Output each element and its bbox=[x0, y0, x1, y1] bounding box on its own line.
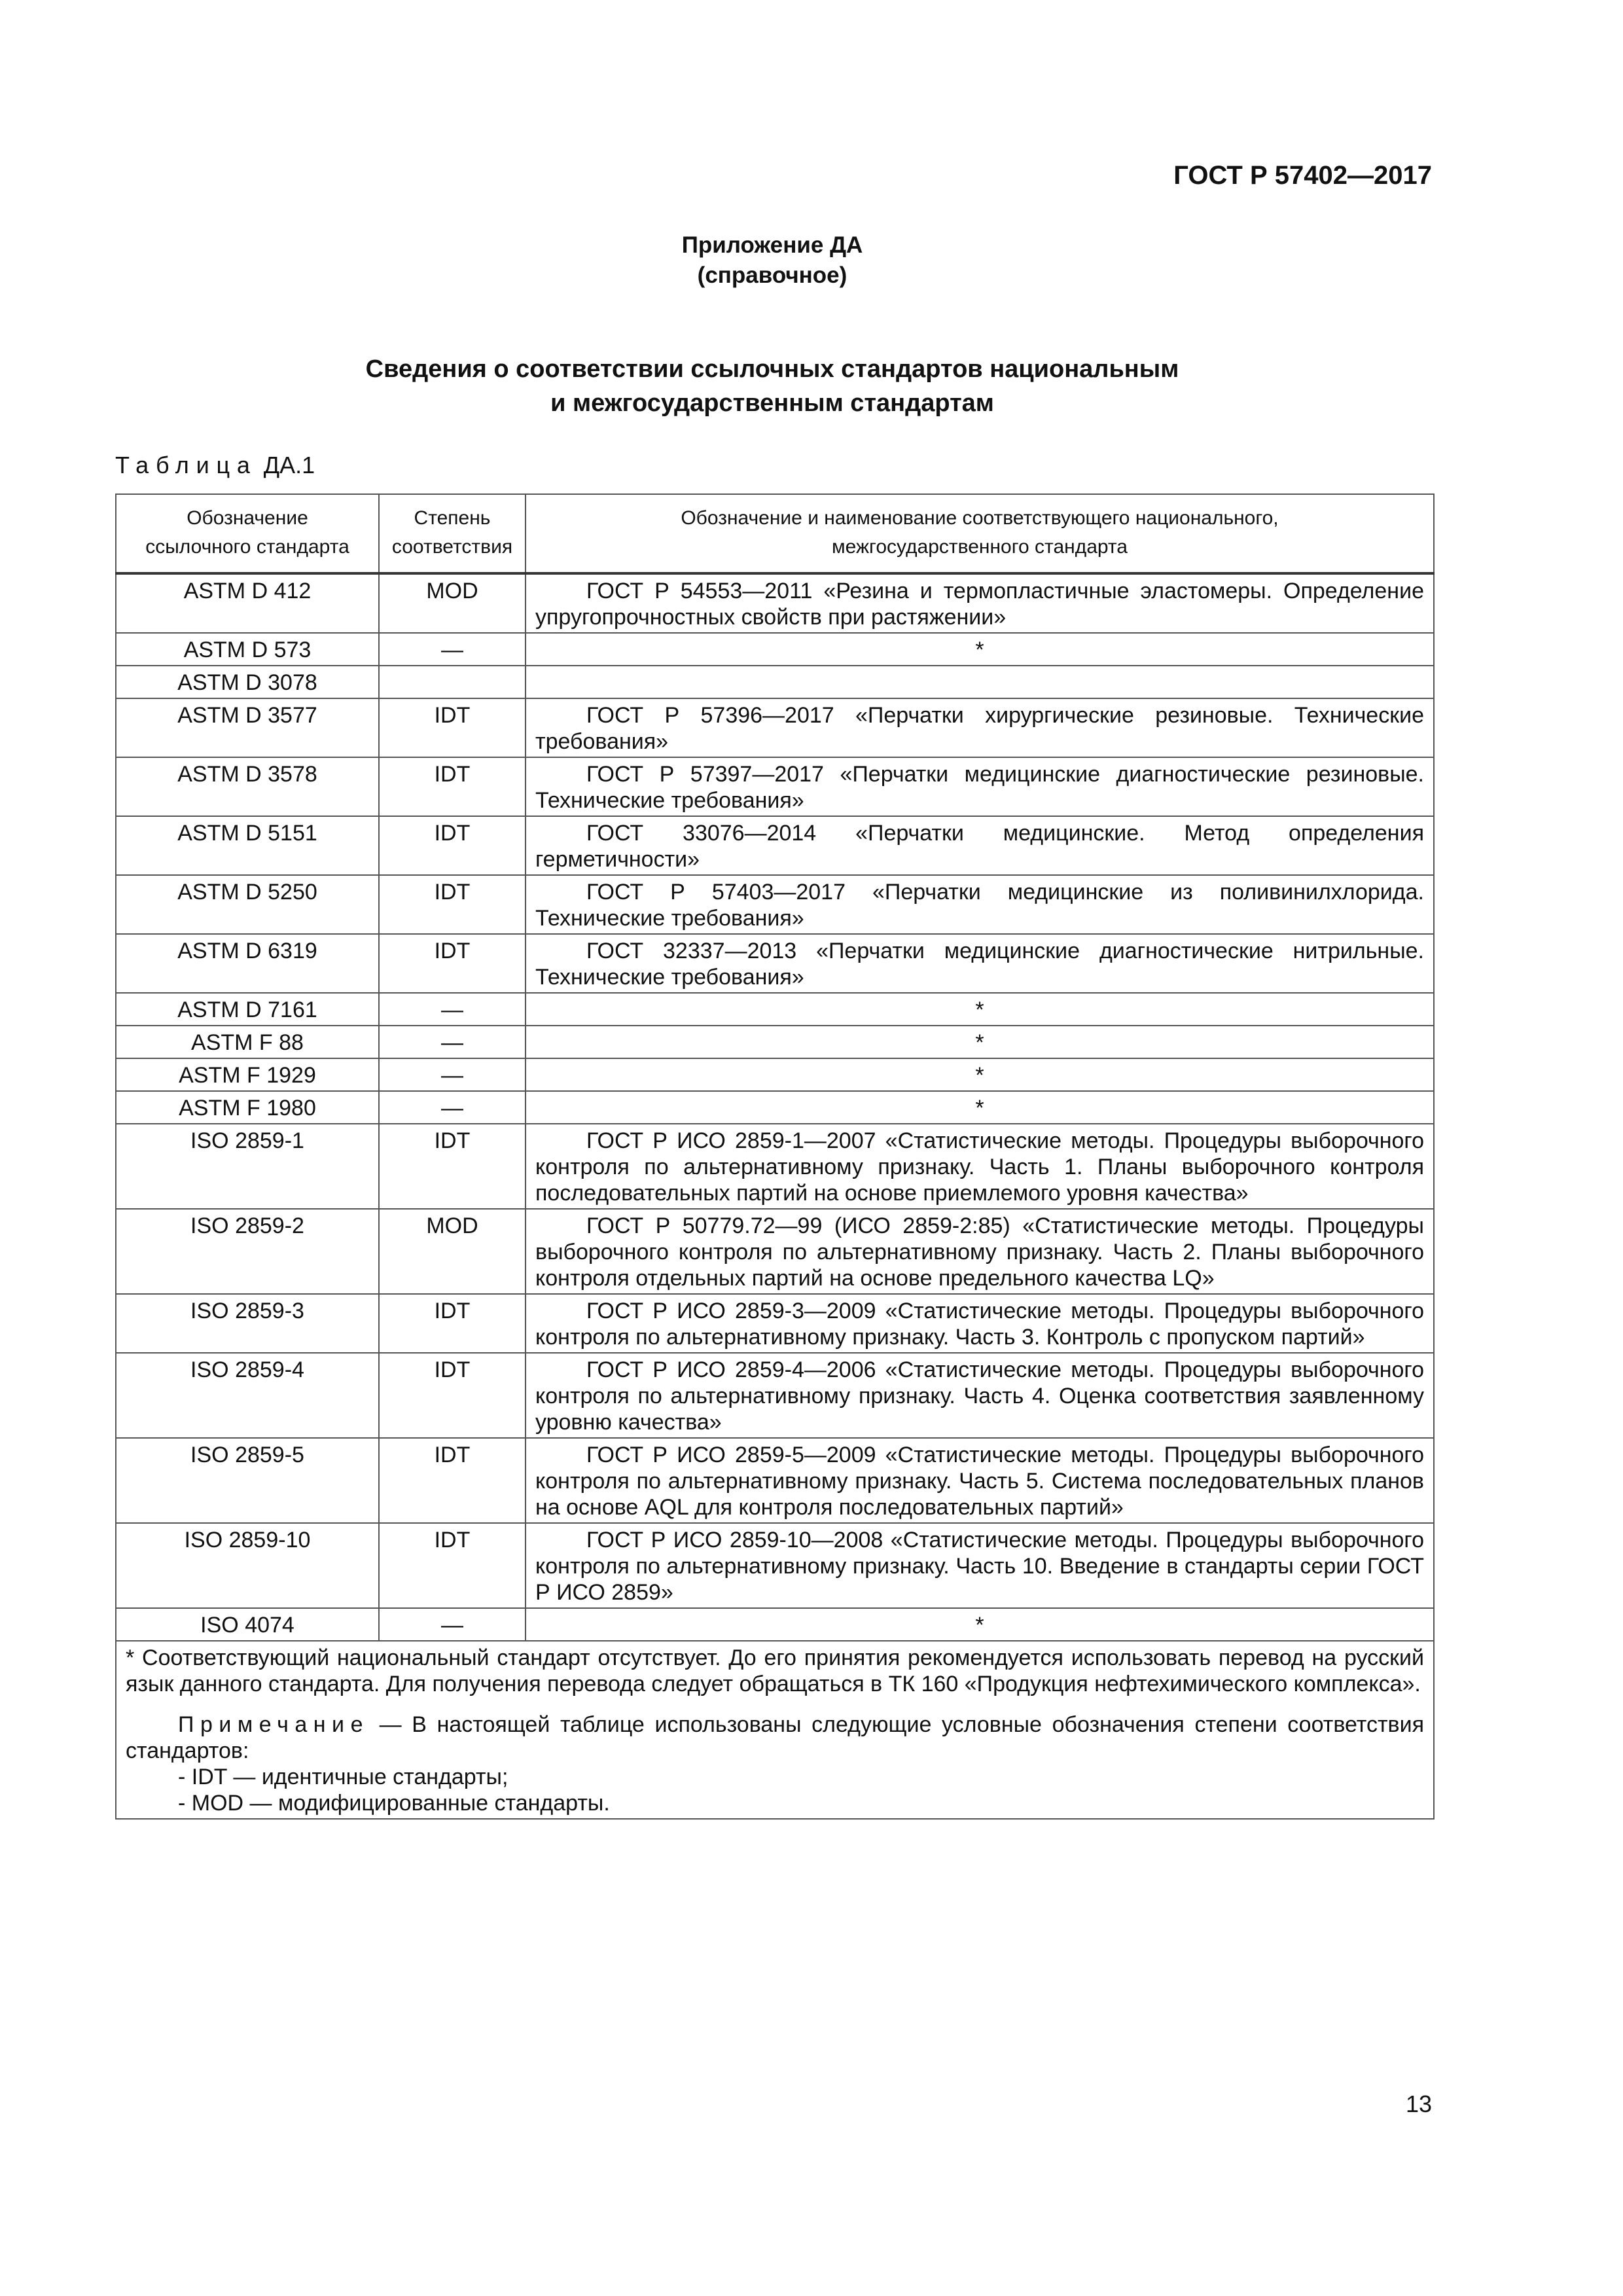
degree-cell: IDT bbox=[379, 698, 526, 757]
degree-cell: MOD bbox=[379, 573, 526, 633]
reference-standard-cell: ISO 4074 bbox=[116, 1608, 379, 1641]
note-text: — В настоящей таблице использованы следующие условные обозначения степени соответствия стандартов: bbox=[126, 1712, 1425, 1763]
reference-standard-cell: ISO 2859-2 bbox=[116, 1209, 379, 1294]
degree-cell: IDT bbox=[379, 1438, 526, 1523]
degree-cell bbox=[379, 666, 526, 698]
reference-standard-cell: ASTM D 5151 bbox=[116, 816, 379, 875]
reference-standard-cell: ASTM F 88 bbox=[116, 1026, 379, 1058]
reference-standard-cell: ISO 2859-10 bbox=[116, 1523, 379, 1608]
table-row bbox=[116, 934, 1434, 993]
reference-standard-cell: ASTM D 3578 bbox=[116, 757, 379, 816]
degree-cell: IDT bbox=[379, 875, 526, 934]
national-standard-cell: * bbox=[526, 1608, 1434, 1641]
appendix-title: Приложение ДА bbox=[681, 232, 863, 258]
national-standard-cell: * bbox=[526, 633, 1434, 666]
column-header-degree: Степень соответствия bbox=[379, 494, 526, 573]
national-standard-cell: * bbox=[526, 1058, 1434, 1091]
degree-cell: IDT bbox=[379, 1523, 526, 1608]
degree-cell: IDT bbox=[379, 757, 526, 816]
table-row bbox=[116, 1124, 1434, 1209]
table-row bbox=[116, 1026, 1434, 1058]
degree-cell: — bbox=[379, 1058, 526, 1091]
table-row bbox=[116, 1294, 1434, 1353]
reference-standard-cell: ASTM F 1980 bbox=[116, 1091, 379, 1124]
degree-cell: MOD bbox=[379, 1209, 526, 1294]
reference-standard-cell: ASTM D 3078 bbox=[116, 666, 379, 698]
national-standard-cell: ГОСТ Р ИСО 2859-10—2008 «Статистические методы. Процедуры выборочного контроля по альтернативному признаку. Часть 10. Введение в стандарты серии ГОСТ Р ИСО 2859» bbox=[526, 1523, 1434, 1608]
national-standard-cell: ГОСТ Р ИСО 2859-4—2006 «Статистические методы. Процедуры выборочного контроля по альтернативному признаку. Часть 4. Оценка соответствия заявленному уровню качества» bbox=[526, 1353, 1434, 1438]
table-row bbox=[116, 993, 1434, 1026]
section-heading bbox=[0, 352, 1544, 420]
national-standard-cell: ГОСТ 33076—2014 «Перчатки медицинские. Метод определения герметичности» bbox=[526, 816, 1434, 875]
reference-standard-cell: ASTM D 412 bbox=[116, 573, 379, 633]
table-body bbox=[116, 573, 1434, 1641]
note-item: - IDT — идентичные стандарты; bbox=[178, 1765, 508, 1789]
table-footer bbox=[116, 1641, 1434, 1819]
reference-standard-cell: ASTM D 573 bbox=[116, 633, 379, 666]
note-list bbox=[126, 1764, 1424, 1816]
national-standard-cell: ГОСТ Р 54553—2011 «Резина и термопластичные эластомеры. Определение упругопрочностных свойств при растяжении» bbox=[526, 573, 1434, 633]
note-word: Примечание bbox=[178, 1712, 369, 1737]
table-row bbox=[116, 1209, 1434, 1294]
table-caption-word: Таблица bbox=[115, 452, 257, 478]
national-standard-cell: * bbox=[526, 993, 1434, 1026]
national-standard-cell: ГОСТ Р 57403—2017 «Перчатки медицинские из поливинилхлорида. Технические требования» bbox=[526, 875, 1434, 934]
reference-standard-cell: ISO 2859-5 bbox=[116, 1438, 379, 1523]
table-header-row bbox=[116, 494, 1434, 573]
national-standard-cell: ГОСТ Р ИСО 2859-1—2007 «Статистические методы. Процедуры выборочного контроля по альтернативному признаку. Часть 1. Планы выборочного контроля последовательных партий на основе приемлемого уровня качества» bbox=[526, 1124, 1434, 1209]
table-row bbox=[116, 1091, 1434, 1124]
correspondence-table bbox=[115, 493, 1435, 1820]
table-row bbox=[116, 757, 1434, 816]
degree-cell: IDT bbox=[379, 934, 526, 993]
national-standard-cell: * bbox=[526, 1091, 1434, 1124]
national-standard-cell: ГОСТ 32337—2013 «Перчатки медицинские диагностические нитрильные. Технические требования» bbox=[526, 934, 1434, 993]
reference-standard-cell: ASTM D 7161 bbox=[116, 993, 379, 1026]
document-code: ГОСТ Р 57402—2017 bbox=[1173, 161, 1432, 190]
column-header-national-standard: Обозначение и наименование соответствующего национального, межгосударственного стандарта bbox=[526, 494, 1434, 573]
reference-standard-cell: ASTM D 5250 bbox=[116, 875, 379, 934]
reference-standard-cell: ISO 2859-4 bbox=[116, 1353, 379, 1438]
table-row bbox=[116, 1523, 1434, 1608]
degree-cell: IDT bbox=[379, 1353, 526, 1438]
table-caption-number: ДА.1 bbox=[263, 452, 315, 478]
column-header-reference-standard: Обозначение ссылочного стандарта bbox=[116, 494, 379, 573]
table-row bbox=[116, 698, 1434, 757]
table-row bbox=[116, 1353, 1434, 1438]
degree-cell: — bbox=[379, 633, 526, 666]
reference-standard-cell: ASTM D 6319 bbox=[116, 934, 379, 993]
table-row bbox=[116, 666, 1434, 698]
note bbox=[126, 1712, 1424, 1764]
national-standard-cell: ГОСТ Р 57396—2017 «Перчатки хирургические резиновые. Технические требования» bbox=[526, 698, 1434, 757]
table-row bbox=[116, 816, 1434, 875]
table-row bbox=[116, 1608, 1434, 1641]
reference-standard-cell: ISO 2859-1 bbox=[116, 1124, 379, 1209]
note-item: - MOD — модифицированные стандарты. bbox=[178, 1791, 610, 1816]
national-standard-cell: ГОСТ Р 50779.72—99 (ИСО 2859-2:85) «Статистические методы. Процедуры выборочного контроля по альтернативному признаку. Часть 2. Планы выборочного контроля отдельных партий на основе предельного качества LQ» bbox=[526, 1209, 1434, 1294]
table-row bbox=[116, 1438, 1434, 1523]
appendix-type: (справочное) bbox=[697, 262, 847, 288]
footnote: * Соответствующий национальный стандарт отсутствует. До его принятия рекомендуется использовать перевод на русский язык данного стандарта. Для получения перевода следует обращаться в ТК 160 «Продукция нефтехимического комплекса». bbox=[126, 1645, 1424, 1696]
reference-standard-cell: ASTM D 3577 bbox=[116, 698, 379, 757]
degree-cell: — bbox=[379, 1026, 526, 1058]
heading-line-1: Сведения о соответствии ссылочных стандартов национальным bbox=[365, 355, 1179, 383]
reference-standard-cell: ASTM F 1929 bbox=[116, 1058, 379, 1091]
degree-cell: — bbox=[379, 1608, 526, 1641]
table-row bbox=[116, 1058, 1434, 1091]
national-standard-cell bbox=[526, 666, 1434, 698]
table-footer-row bbox=[116, 1641, 1434, 1819]
degree-cell: IDT bbox=[379, 816, 526, 875]
national-standard-cell: ГОСТ Р ИСО 2859-3—2009 «Статистические методы. Процедуры выборочного контроля по альтернативному признаку. Часть 3. Контроль с пропуском партий» bbox=[526, 1294, 1434, 1353]
degree-cell: IDT bbox=[379, 1124, 526, 1209]
degree-cell: — bbox=[379, 993, 526, 1026]
reference-standard-cell: ISO 2859-3 bbox=[116, 1294, 379, 1353]
table-row bbox=[116, 573, 1434, 633]
national-standard-cell: ГОСТ Р ИСО 2859-5—2009 «Статистические методы. Процедуры выборочного контроля по альтернативному признаку. Часть 5. Система последовательных планов на основе AQL для контроля последовательных партий» bbox=[526, 1438, 1434, 1523]
table-row bbox=[116, 633, 1434, 666]
degree-cell: IDT bbox=[379, 1294, 526, 1353]
national-standard-cell: ГОСТ Р 57397—2017 «Перчатки медицинские диагностические резиновые. Технические требования» bbox=[526, 757, 1434, 816]
table-row bbox=[116, 875, 1434, 934]
table-caption bbox=[115, 452, 315, 479]
degree-cell: — bbox=[379, 1091, 526, 1124]
page-number: 13 bbox=[1405, 2090, 1432, 2117]
national-standard-cell: * bbox=[526, 1026, 1434, 1058]
appendix-block bbox=[0, 230, 1544, 291]
heading-line-2: и межгосударственным стандартам bbox=[550, 389, 994, 417]
